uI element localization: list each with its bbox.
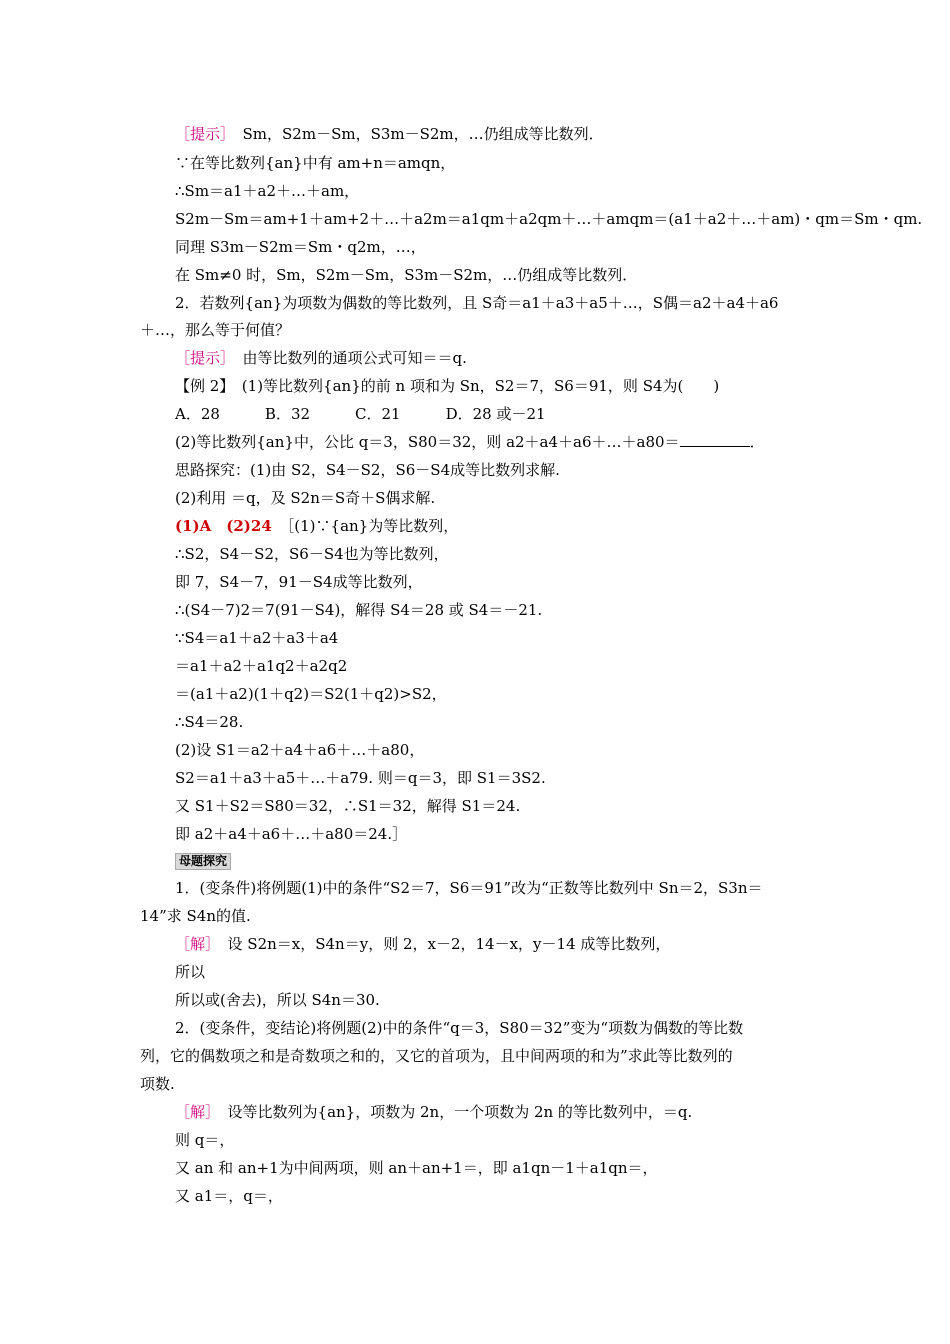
- text-line: 列，它的偶数项之和是奇数项之和的，又它的首项为，且中间两项的和为”求此等比数列的: [140, 1047, 733, 1065]
- text-line: 同理 S3m－S2m＝Sm・q2m，…，: [175, 238, 426, 256]
- text-line: 所以: [175, 963, 206, 981]
- answer-key: (1)A (2)24: [175, 517, 287, 535]
- text-line: ＋…，那么等于何值？: [140, 321, 291, 339]
- text-line: 项数.: [140, 1075, 175, 1093]
- text-line: 即 7，S4－7，91－S4成等比数列，: [175, 573, 423, 591]
- solution-line: ［解］ 设等比数列为{an}，项数为 2n，一个项数为 2n 的等比数列中，＝q.: [175, 1103, 693, 1121]
- text-line: 又 an 和 an+1为中间两项，则 an＋an+1＝，即 a1qn－1＋a1qn＝，: [175, 1159, 658, 1177]
- solution-line: ［解］ 设 S2n＝x，S4n＝y，则 2，x－2，14－x，y－14 成等比数列，: [175, 935, 671, 953]
- text-line: ∵在等比数列{an}中有 am+n＝amqn，: [175, 154, 456, 172]
- text-line: 思路探究：(1)由 S2，S4－S2，S6－S4成等比数列求解.: [175, 461, 560, 479]
- hint-line: ［提示］ Sm，S2m－Sm，S3m－S2m，…仍组成等比数列．: [175, 125, 604, 143]
- text-line: 则 q＝，: [175, 1131, 235, 1149]
- text-line: 14”求 S4n的值.: [140, 907, 251, 925]
- text-line: 1．(变条件)将例题(1)中的条件“S2＝7，S6＝91”改为“正数等比数列中 Sn＝2，S3n＝: [175, 879, 763, 897]
- answer-blank: [680, 432, 750, 447]
- text-line: 2．(变条件，变结论)将例题(2)中的条件“q＝3，S80＝32”变为“项数为偶数的等比数: [175, 1019, 744, 1037]
- text-line: ∵S4＝a1＋a2＋a3＋a4: [175, 629, 339, 647]
- text-line: 2．若数列{an}为项数为偶数的等比数列，且 S奇＝a1＋a3＋a5＋…，S偶＝a2＋a4＋a6: [175, 294, 779, 312]
- text-line: 又 S1＋S2＝S80＝32，∴S1＝32，解得 S1＝24.: [175, 797, 521, 815]
- section-badge: 母题探究: [175, 853, 231, 870]
- answer-line: (1)A (2)24 ［(1)∵{an}为等比数列，: [175, 517, 459, 535]
- text-line: (2)设 S1＝a2＋a4＋a6＋…＋a80，: [175, 741, 425, 759]
- text-line: ＝a1＋a2＋a1q2＋a2q2: [175, 657, 348, 675]
- text-line: S2＝a1＋a3＋a5＋…＋a79. 则＝q＝3，即 S1＝3S2.: [175, 769, 546, 787]
- text-line: (2)等比数列{an}中，公比 q＝3，S80＝32，则 a2＋a4＋a6＋…＋a80＝ ．: [175, 433, 765, 451]
- text-line: ∴S4＝28.: [175, 713, 244, 731]
- text-line: 即 a2＋a4＋a6＋…＋a80＝24.］: [175, 825, 408, 843]
- text-line: ∴S2，S4－S2，S6－S4也为等比数列，: [175, 545, 449, 563]
- solution-label: ［解］: [175, 1103, 213, 1121]
- text-line: ∴(S4－7)2＝7(91－S4)，解得 S4＝28 或 S4＝－21.: [175, 601, 543, 619]
- text-line: ＝(a1＋a2)(1＋q2)＝S2(1＋q2)>S2，: [175, 685, 447, 703]
- solution-label: ［解］: [175, 935, 213, 953]
- text-line: 所以或(舍去)，所以 S4n＝30.: [175, 991, 380, 1009]
- hint-label: ［提示］: [175, 125, 228, 143]
- hint-line: ［提示］ 由等比数列的通项公式可知＝＝q.: [175, 349, 467, 367]
- options-line: A．28 B．32 C．21 D．28 或－21: [175, 405, 546, 423]
- text-line: S2m－Sm＝am+1＋am+2＋…＋a2m＝a1qm＋a2qm＋…＋amqm＝(a1＋a2＋…＋am)・qm＝Sm・qm.: [175, 210, 923, 228]
- example-title: 【例 2】 (1)等比数列{an}的前 n 项和为 Sn，S2＝7，S6＝91，则 S4为( ): [175, 377, 720, 395]
- text-line: ∴Sm＝a1＋a2＋…＋am，: [175, 182, 360, 200]
- text-line: (2)利用 ＝q，及 S2n＝S奇＋S偶求解.: [175, 489, 436, 507]
- text-line: 又 a1＝，q＝，: [175, 1187, 283, 1205]
- section-badge-line: [175, 850, 231, 870]
- text-line: 在 Sm≠0 时，Sm，S2m－Sm，S3m－S2m，…仍组成等比数列．: [175, 266, 638, 284]
- hint-label: ［提示］: [175, 349, 228, 367]
